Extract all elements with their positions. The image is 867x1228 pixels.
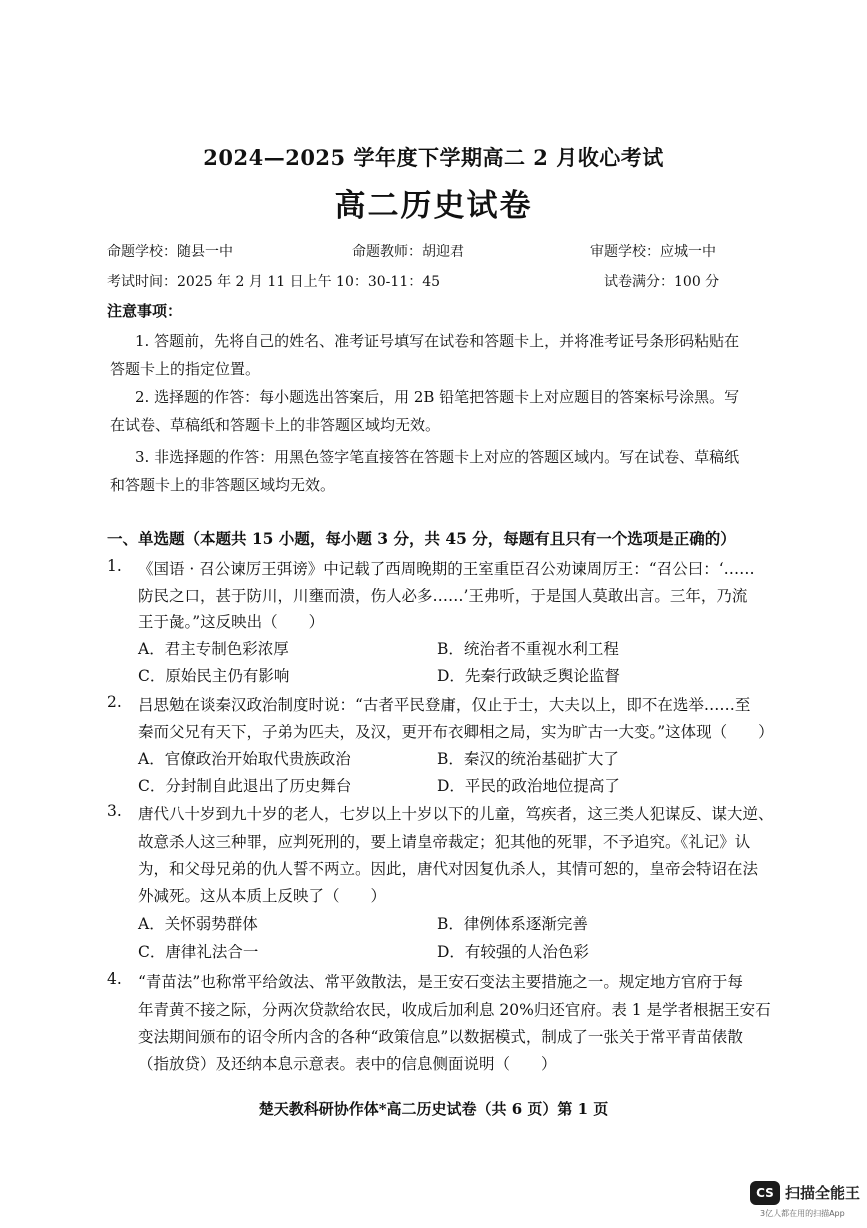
option-b: B．统治者不重视水利工程 [437,640,619,658]
notice-line: 和答题卡上的非答题区域均无效。 [110,476,336,494]
option-b: B．秦汉的统治基础扩大了 [437,750,619,768]
question-number: 2. [107,693,122,711]
question-number: 4. [107,970,122,988]
notice-line: 在试卷、草稿纸和答题卡上的非答题区域均无效。 [110,416,441,434]
question-line: 变法期间颁布的诏令所内含的各种“政策信息”以数据模式，制成了一张关于常平青苗俵散 [138,1028,743,1046]
question-line: 防民之口，甚于防川，川壅而溃，伤人必多……’王弗听，于是国人莫敢出言。三年，乃流 [138,587,748,605]
question-line: 唐代八十岁到九十岁的老人，七岁以上十岁以下的儿童，笃疾者，这三类人犯谋反、谋大逆、 [138,805,774,823]
scanner-app-name: 扫描全能王 [785,1184,861,1202]
option-c: C．唐律礼法合一 [138,943,259,961]
notice-line: 2. 选择题的作答：每小题选出答案后，用 2B 铅笔把答题卡上对应题目的答案标号涂黑。写 [135,388,740,406]
notice-title: 注意事项： [107,302,183,320]
reviewing-school: 审题学校：应城一中 [590,244,716,260]
proposing-teacher: 命题教师：胡迎君 [352,244,464,260]
proposing-school: 命题学校：随县一中 [107,244,233,260]
option-d: D．平民的政治地位提高了 [437,777,620,795]
section-heading: 一、单选题（本题共 15 小题，每小题 3 分，共 45 分，每题有且只有一个选项是正确的） [107,529,736,548]
question-line: 王于彘。”这反映出（ ） [138,613,325,631]
question-number: 3. [107,802,122,820]
question-line: （指放贷）及还纳本息示意表。表中的信息侧面说明（ ） [138,1055,557,1073]
question-line: 吕思勉在谈秦汉政治制度时说：“古者平民登庸，仅止于士，大夫以上，即不在选举……至 [138,696,751,714]
notice-line: 1. 答题前，先将自己的姓名、准考证号填写在试卷和答题卡上，并将准考证号条形码粘贴在 [135,332,740,350]
notice-line: 答题卡上的指定位置。 [110,360,261,378]
option-d: D．有较强的人治色彩 [437,943,589,961]
full-score: 试卷满分：100 分 [604,274,720,290]
option-d: D．先秦行政缺乏舆论监督 [437,667,620,685]
exam-title: 2024—2025 学年度下学期高二 2 月收心考试 [203,145,664,170]
option-c: C．分封制自此退出了历史舞台 [138,777,352,795]
notice-line: 3. 非选择题的作答：用黑色签字笔直接答在答题卡上对应的答题区域内。写在试卷、草稿纸 [135,448,740,466]
question-line: 秦而父兄有天下，子弟为匹夫，及汉，更开布衣卿相之局，实为旷古一大变。”这体现（ ） [138,723,774,741]
option-a: A．君主专制色彩浓厚 [138,640,289,658]
question-line: 为，和父母兄弟的仇人誓不两立。因此，唐代对因复仇杀人，其情可恕的，皇帝会特诏在法 [138,860,759,878]
option-c: C．原始民主仍有影响 [138,667,290,685]
page-footer: 楚天教科研协作体*高二历史试卷（共 6 页）第 1 页 [258,1100,609,1118]
scanner-tagline: 3亿人都在用的扫描App [760,1209,845,1218]
scanner-logo-icon: CS [750,1181,780,1205]
option-b: B．律例体系逐渐完善 [437,915,588,933]
question-number: 1. [107,557,122,575]
option-a: A．关怀弱势群体 [138,915,258,933]
question-line: 外减死。这从本质上反映了（ ） [138,887,387,905]
question-line: “青苗法”也称常平给敛法、常平敛散法，是王安石变法主要措施之一。规定地方官府于每 [138,973,743,991]
subject-title: 高二历史试卷 [334,188,533,224]
question-line: 故意杀人这三种罪，应判死刑的，要上请皇帝裁定；犯其他的死罪，不予追究。《礼记》认 [138,833,751,851]
question-line: 年青黄不接之际，分两次贷款给农民，收成后加利息 20%归还官府。表 1 是学者根据王安石 [138,1001,771,1019]
exam-time: 考试时间：2025 年 2 月 11 日上午 10：30-11：45 [107,274,441,290]
question-line: 《国语 · 召公谏厉王弭谤》中记载了西周晚期的王室重臣召公劝谏周厉王：“召公曰：‘…… [138,560,755,578]
option-a: A．官僚政治开始取代贵族政治 [138,750,351,768]
